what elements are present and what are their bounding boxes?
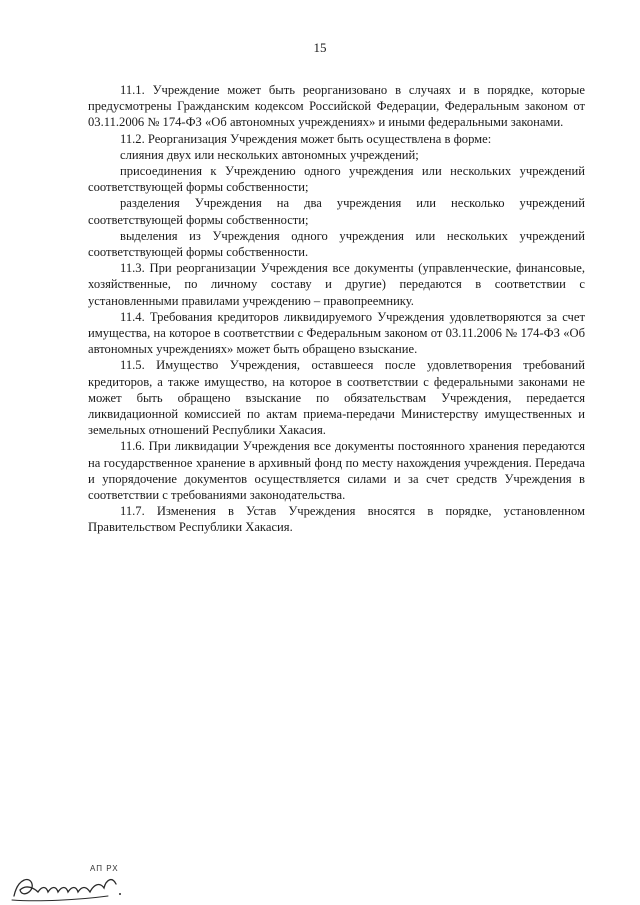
handwritten-signature-icon <box>8 870 138 904</box>
paragraph-11-1: 11.1. Учреждение может быть реорганизовано в случаях и в порядке, которые предусмотрены Гражданским кодексом Российской Федерации, Федеральным законом от 03.11.2006 № 174-ФЗ «Об автономных учреждениях» и иными федеральными законами. <box>88 83 585 130</box>
list-item-merger: слияния двух или нескольких автономных учреждений; <box>120 147 419 162</box>
list-item-separation: выделения из Учреждения одного учреждения или нескольких учреждений соответствующей формы собственности. <box>88 228 585 260</box>
paragraph-11-7: 11.7. Изменения в Устав Учреждения вносятся в порядке, установленном Правительством Республики Хакасия. <box>88 504 585 535</box>
paragraph-11-3: 11.3. При реорганизации Учреждения все документы (управленческие, финансовые, хозяйственные, по личному составу и другие) передаются в соответствии с установленными правилами учреждению – правопреемнику. <box>88 261 585 308</box>
list-item-accession: присоединения к Учреждению одного учреждения или нескольких учреждений соответствующей формы собственности; <box>88 164 585 195</box>
paragraph-11-4: 11.4. Требования кредиторов ликвидируемого Учреждения удовлетворяются за счет имущества, на которое в соответствии с Федеральным законом от 03.11.2006 № 174-ФЗ «Об автономных учреждениях» может быть обращено взыскание. <box>88 309 585 357</box>
page-number: 15 <box>313 40 327 55</box>
paragraph-11-5: 11.5. Имущество Учреждения, оставшееся после удовлетворения требований кредиторов, а также имущество, на которое в соответствии с федеральными законами не может быть обращено взыскание по обязательствам Учреждения, передается ликвидационной комиссией по актам приема-передачи Министерству имущественных и земельных отношений Республики Хакасия. <box>88 358 585 438</box>
document-body <box>88 82 585 536</box>
stamp-text: АП РХ <box>90 864 119 873</box>
list-item-division: разделения Учреждения на два учреждения или несколько учреждений соответствующей формы собственности; <box>88 196 585 227</box>
paragraph-11-2: 11.2. Реорганизация Учреждения может быть осуществлена в форме: <box>120 131 492 146</box>
paragraph-11-6: 11.6. При ликвидации Учреждения все документы постоянного хранения передаются на государственное хранение в архивный фонд по месту нахождения учреждения. Передача и упорядочение документов осуществляется силами и за счет средств Учреждения в соответствии с требованиями законодательства. <box>88 439 585 503</box>
